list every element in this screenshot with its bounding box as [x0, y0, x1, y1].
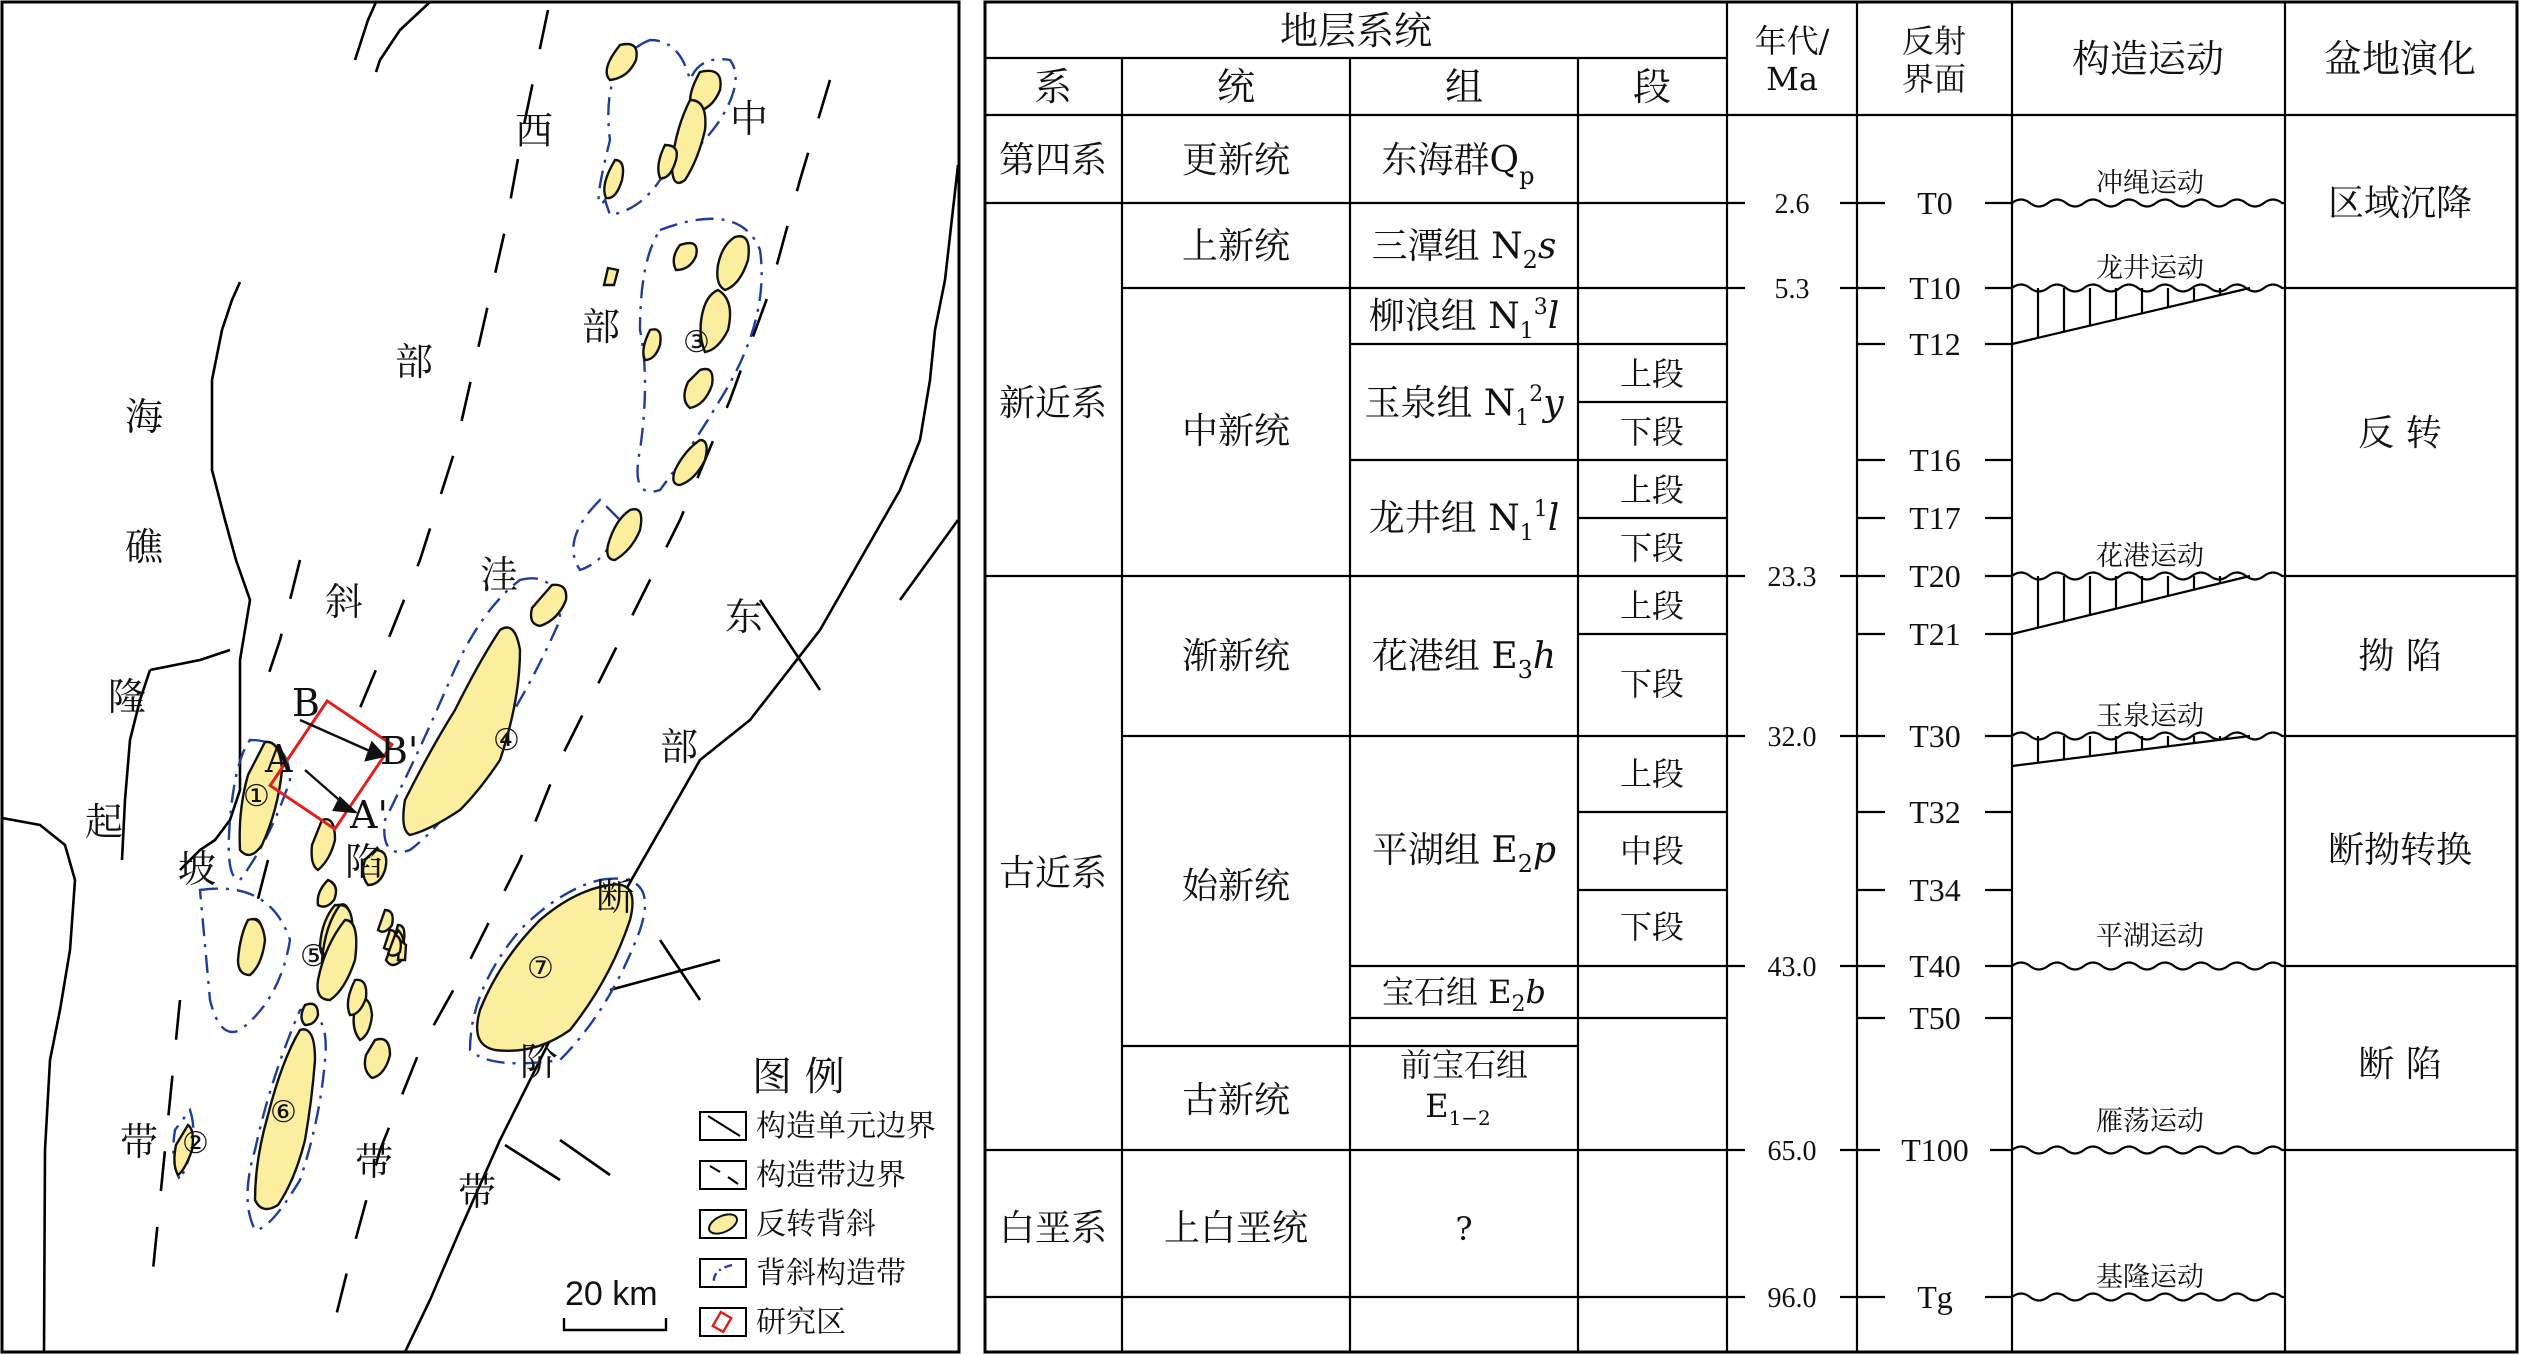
label-duan: 断: [596, 875, 635, 919]
member-pinghu-middle: 中段: [1619, 832, 1685, 870]
member-longjing-upper: 上段: [1619, 471, 1685, 509]
reflector-t12: T12: [1909, 326, 1961, 362]
member-huagang-upper: 上段: [1619, 587, 1685, 625]
age-43-0: 43.0: [1767, 952, 1817, 983]
anticline-number-1: ①: [243, 779, 270, 814]
section-point-b: B: [292, 681, 320, 725]
member-longjing-lower: 下段: [1619, 529, 1685, 567]
formation-longjing: 龙井组 $N_1^1l$: [1368, 497, 1560, 546]
reflector-t34: T34: [1909, 872, 1961, 908]
evolution-depression: 拗 陷: [2358, 636, 2442, 677]
anticline-number-3: ③: [683, 325, 710, 360]
series-upper-cretaceous: 上白垩统: [1163, 1208, 1309, 1249]
label-po: 坡: [178, 847, 217, 891]
label-qi: 起: [85, 800, 124, 844]
reflector-t50: T50: [1909, 1000, 1961, 1036]
label-jie: 阶: [520, 1040, 559, 1084]
table-grid: [985, 2, 2517, 1352]
legend-label-zone-boundary: 构造带边界: [756, 1158, 906, 1193]
movement-longjing: 龙井运动: [2096, 253, 2204, 284]
label-bu-3: 部: [660, 725, 699, 769]
system-quaternary: 第四系: [998, 140, 1108, 181]
anticline-number-6: ⑥: [270, 1095, 297, 1130]
stratigraphic-table: [985, 2, 2517, 1352]
series-oligocene: 渐新统: [1181, 636, 1291, 677]
reflector-t16: T16: [1909, 442, 1961, 478]
reflector-t32: T32: [1909, 794, 1961, 830]
anticline-number-7: ⑦: [527, 951, 554, 986]
movement-yuquan: 玉泉运动: [2096, 701, 2204, 732]
legend-label-reversed-anticline: 反转背斜: [756, 1207, 876, 1242]
section-point-a: A: [265, 737, 293, 781]
age-96-0: 96.0: [1767, 1283, 1817, 1314]
section-point-b2: B': [380, 729, 419, 773]
movement-keelung: 基隆运动: [2096, 1262, 2204, 1293]
member-yuquan-upper: 上段: [1619, 355, 1685, 393]
formation-yuquan: 玉泉组 $N_1^2y$: [1364, 382, 1564, 431]
system-paleogene: 古近系: [998, 853, 1108, 894]
reflector-t100: T100: [1901, 1132, 1969, 1168]
member-pinghu-upper: 上段: [1619, 755, 1685, 793]
formation-liulang: 柳浪组 $N_1^3l$: [1368, 295, 1560, 344]
label-bu-2: 部: [395, 340, 434, 384]
legend-label-anticline-belt: 背斜构造带: [756, 1256, 906, 1291]
anticline-number-4: ④: [493, 723, 520, 758]
formation-unknown: ?: [1455, 1210, 1473, 1248]
label-bu-1: 部: [582, 305, 621, 349]
formation-qianbaoshi-line1: 前宝石组: [1399, 1046, 1529, 1084]
reflector-t20: T20: [1909, 558, 1961, 594]
label-wa: 洼: [480, 553, 519, 597]
reflector-t30: T30: [1909, 718, 1961, 754]
section-point-a2: A': [350, 793, 388, 837]
evolution-regional-subsidence: 区域沉降: [2327, 183, 2473, 224]
age-32-0: 32.0: [1767, 722, 1817, 753]
movement-huagang: 花港运动: [2096, 541, 2204, 572]
label-west: 西: [515, 109, 554, 153]
series-pliocene: 上新统: [1181, 226, 1291, 267]
formation-pinghu: 平湖组 $E_2p$: [1371, 830, 1557, 878]
reflector-t21: T21: [1909, 616, 1961, 652]
legend-swatch-zone-boundary: [700, 1161, 746, 1189]
evolution-rift-depression-transition: 断拗转换: [2327, 830, 2473, 871]
header-series: 统: [1216, 65, 1256, 109]
label-dong: 东: [725, 595, 764, 639]
label-dai-2: 带: [355, 1140, 394, 1184]
system-neogene: 新近系: [998, 383, 1108, 424]
member-huagang-lower: 下段: [1619, 665, 1685, 703]
header-reflector-line2: 界面: [1901, 60, 1967, 98]
age-2-6: 2.6: [1774, 189, 1810, 220]
label-xie: 斜: [325, 580, 364, 624]
header-formation: 组: [1444, 65, 1484, 109]
member-yuquan-lower: 下段: [1619, 413, 1685, 451]
evolution-inversion: 反 转: [2358, 413, 2442, 454]
formation-santan: 三潭组 $N_2s$: [1371, 226, 1557, 274]
formation-baoshi: 宝石组 $E_2b$: [1381, 973, 1547, 1017]
age-65-0: 65.0: [1767, 1136, 1817, 1167]
age-5-3: 5.3: [1774, 274, 1810, 305]
header-age-line2: Ma: [1766, 60, 1818, 98]
label-long: 隆: [108, 675, 147, 719]
header-basin-evolution: 盆地演化: [2323, 37, 2477, 81]
age-23-3: 23.3: [1767, 562, 1817, 593]
header-system: 系: [1033, 65, 1073, 109]
series-pleistocene: 更新统: [1181, 140, 1291, 181]
header-reflector-line1: 反射: [1901, 22, 1967, 60]
reflector-t40: T40: [1909, 948, 1961, 984]
label-hai: 海: [125, 395, 164, 439]
label-dai-3: 带: [458, 1170, 497, 1214]
header-tectonic-movement: 构造运动: [2071, 37, 2225, 81]
label-middle: 中: [730, 97, 769, 141]
label-xian: 陷: [345, 840, 384, 884]
movement-pinghu: 平湖运动: [2096, 921, 2204, 952]
member-pinghu-lower: 下段: [1619, 908, 1685, 946]
header-member: 段: [1632, 65, 1672, 109]
header-age-line1: 年代/: [1754, 22, 1830, 60]
label-dai-1: 带: [120, 1120, 159, 1164]
movement-yandang: 雁荡运动: [2096, 1106, 2204, 1137]
system-cretaceous: 白垩系: [998, 1208, 1108, 1249]
legend-title: 图 例: [752, 1054, 845, 1100]
legend-swatch-anticline-belt: [700, 1259, 746, 1287]
reflector-t0: T0: [1917, 185, 1953, 221]
formation-huagang: 花港组 $E_3h$: [1371, 636, 1557, 684]
anticline-number-5: ⑤: [300, 939, 327, 974]
evolution-rifting: 断 陷: [2358, 1044, 2442, 1085]
scale-label: 20 km: [565, 1275, 658, 1313]
formation-donghai: 东海群$Q_p$: [1381, 140, 1535, 190]
header-strata-system: 地层系统: [1279, 9, 1433, 53]
legend-label-study-area: 研究区: [756, 1305, 846, 1340]
movement-okinawa: 冲绳运动: [2096, 168, 2204, 199]
anticline-number-2: ②: [182, 1126, 209, 1161]
series-paleocene: 古新统: [1181, 1080, 1291, 1121]
formation-qianbaoshi-line2: $E_{1-2}$: [1425, 1087, 1491, 1130]
reflector-t17: T17: [1909, 500, 1961, 536]
reflector-t10: T10: [1909, 270, 1961, 306]
label-jiao: 礁: [125, 525, 164, 569]
legend-label-unit-boundary: 构造单元边界: [756, 1109, 936, 1144]
series-miocene: 中新统: [1181, 411, 1291, 452]
structural-map: [2, 2, 959, 1352]
reflector-tg: Tg: [1917, 1279, 1953, 1315]
series-eocene: 始新统: [1181, 866, 1291, 907]
